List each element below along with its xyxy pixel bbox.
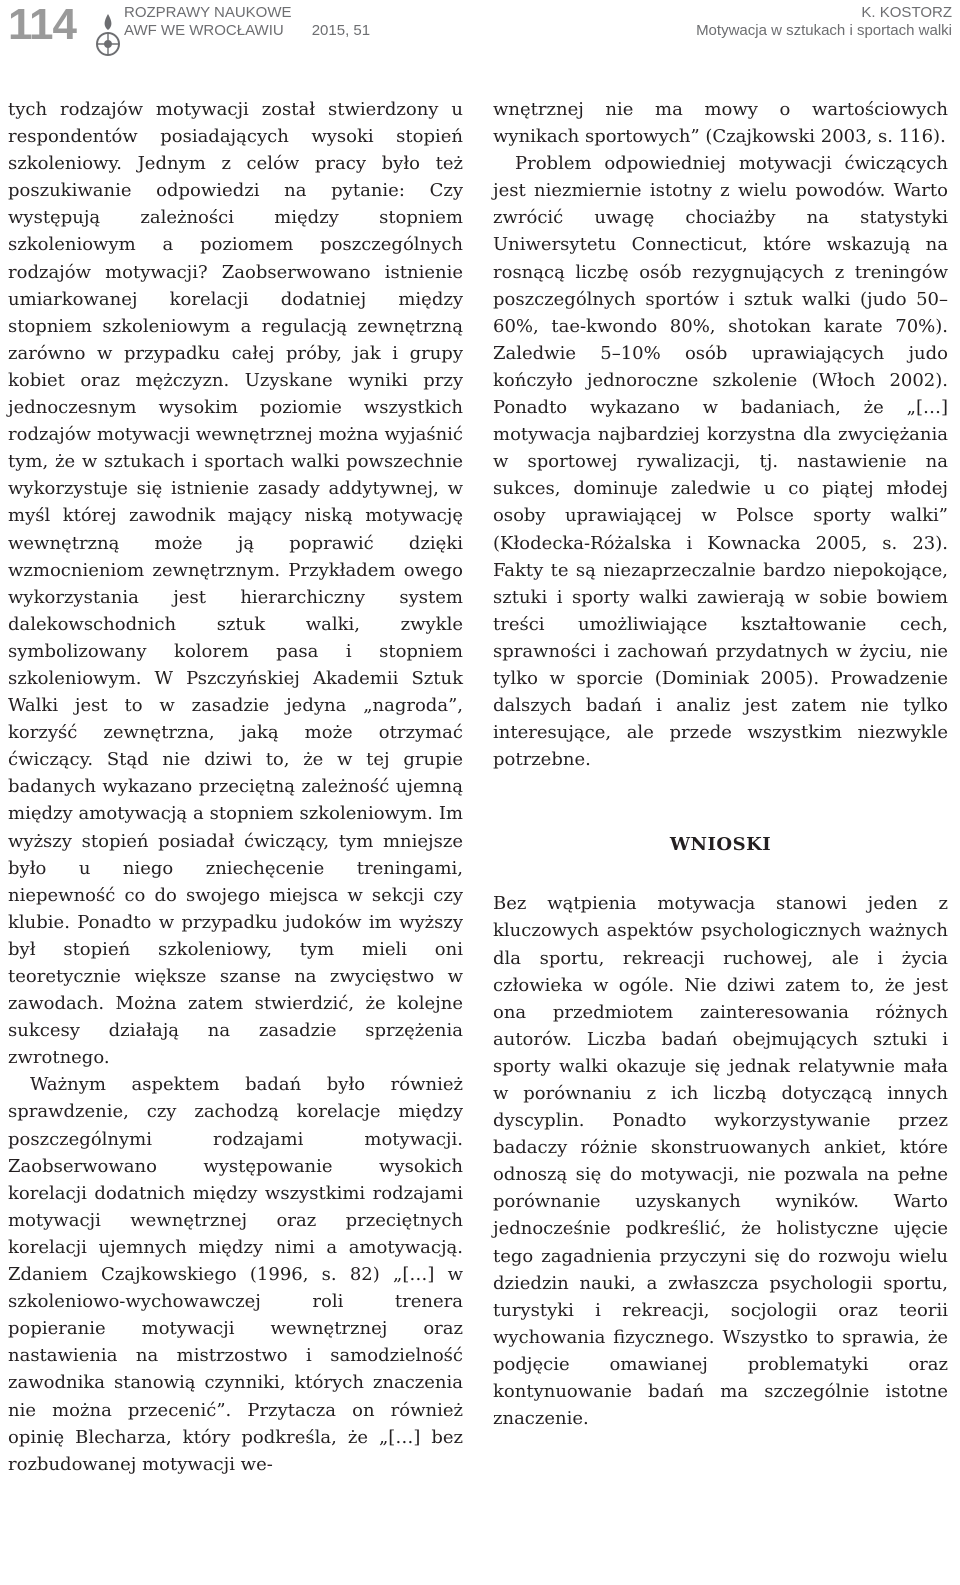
article-info [696,4,952,40]
left-paragraph-1: tych rodzajów motywacji został stwierdzony u respondentów posiadających wysoki stopień szkoleniowy. Jednym z celów pracy było też poszukiwanie odpowiedzi na pytanie: Czy występują zależności między stopniem szkoleniowym a poziomem poszczególnych rodzajów motywacji? Zaobserwowano istnienie umiarkowanej korelacji dodatniej między stopniem szkoleniowym a regulacją zewnętrzną zarówno w przypadku całej próby, jak i grupy kobiet oraz mężczyzn. Uzyskane wyniki przy jednoczesnym wysokim poziomie wszystkich rodzajów motywacji wewnętrznej można wyjaśnić tym, że w sztukach i sportach walki powszechnie wykorzystuje się istnienie zasady addytywnej, w myśl której zawodnik mający niską motywację wewnętrzną może ją poprawić dzięki wzmocnieniom zewnętrznym. Przykładem owego wykorzystania jest hierarchiczny system dalekowschodnich sztuk walki, zwykle symbolizowany kolorem pasa i stopniem szkoleniowym. W Pszczyńskiej Akademii Sztuk Walki jest to w zasadzie jedyna „nagroda”, korzyść zewnętrzna, jaką może otrzymać ćwiczący. Stąd nie dziwi to, że w tej grupie badanych wykazano przeciętną zależność ujemną między amotywacją a stopniem szkoleniowym. Im wyższy stopień posiadał ćwiczący, tym mniejsze było u niego zniechęcenie treningami, niepewność co do swojego miejsca w sekcji czy klubie. Ponadto w przypadku judoków im wyższy był stopień szkoleniowy, tym mieli oni teoretycznie większe szanse na zwycięstwo w zawodach. Można zatem stwierdzić, że kolejne sukcesy działają na zasadzie sprzężenia zwrotnego. [8,99,463,1069]
journal-name-line2: AWF WE WROCŁAWIU [124,22,284,39]
page-number: 114 [8,0,76,49]
journal-year-issue: 2015, 51 [311,22,371,39]
conclusions-paragraph: Bez wątpienia motywacja stanowi jeden z kluczowych aspektów psychologicznych ważnych dla sportu, rekreacji ruchowej, ale i życia człowieka w ogóle. Nie dziwi zatem to, że jest ona przedmiotem zainteresowania różnych autorów. Liczba badań obejmujących sztuki i sporty walki okazuje się jednak relatywnie mała w porównaniu z ich liczbą dotyczącą innych dyscyplin. Ponadto wykorzystywanie przez badaczy różnie skonstruowanych ankiet, które odnoszą się do motywacji, nie pozwala na pełne porównanie uzyskanych wyników. Warto jednocześnie podkreślić, że holistyczne ujęcie tego zagadnienia przyczyni się do rozwoju wielu dziedzin nauki, a zwłaszcza psychologii sportu, turystyki i rekreacji, socjologii oraz teorii wychowania fizycznego. Wszystko to sprawia, że podjęcie omawianej problematyki oraz kontynuowanie badań ma szczególnie istotne znaczenie. [493,893,948,1430]
section-heading-conclusions: WNIOSKI [669,834,772,856]
running-title: Motywacja w sztukach i sportach walki [696,22,952,39]
university-logo-icon [95,12,121,58]
journal-name-line1: ROZPRAWY NAUKOWE [124,4,292,21]
left-paragraph-2: Ważnym aspektem badań było również sprawdzenie, czy zachodzą korelacje między poszczególnymi rodzajami motywacji. Zaobserwowano występowanie wysokich korelacji dodatnich między wszystkimi rodzajami motywacji wewnętrznej oraz przeciętnych korelacji ujemnych między nimi a amotywacją. Zdaniem Czajkowskiego (1996, s. 82) „[…] w szkoleniowo-wychowawczej roli trenera popieranie motywacji wewnętrznej oraz nastawienia na mistrzostwo i samodzielność zawodnika stanowią czynniki, których znaczenia nie można przecenić”. Przytacza on również opinię Blecharza, który podkreśla, że „[…] bez rozbudowanej motywacji we- [8,1074,463,1475]
right-paragraph-1: wnętrznej nie ma mowy o wartościowych wynikach sportowych” (Czajkowski 2003, s. 116). [493,99,948,148]
journal-info [124,4,370,40]
author-name: K. KOSTORZ [861,4,952,21]
left-column [8,96,463,1478]
right-paragraph-2: Problem odpowiedniej motywacji ćwiczących jest niezmiernie istotny z wielu powodów. Warto zwrócić uwagę chociażby na statystyki Uniwersytetu Connecticut, które wskazują na rosnącą liczbę osób rezygnujących z treningów poszczególnych sportów i sztuk walki (judo 50–60%, tae-kwondo 80%, shotokan karate 70%). Zaledwie 5–10% osób uprawiających judo kończyło jednoroczne szkolenie (Włoch 2002). Ponadto wykazano w badaniach, że „[…] motywacja najbardziej korzystna dla zwyciężania w sportowej rywalizacji, tj. nastawienie na sukces, dominuje zaledwie u co piątej młodej osoby uprawiającej w Polsce sporty walki” (Kłodecka-Różalska i Kownacka 2005, s. 23). Fakty te są niezaprzeczalnie bardzo niepokojące, sztuki i sporty walki zawierają w sobie bowiem treści umożliwiające kształtowanie cech, sprawności i zachowań przydatnych w życiu, nie tylko w sporcie (Dominiak 2005). Prowadzenie dalszych badań i analiz jest zatem nie tylko interesujące, ale przede wszystkim niezwykle potrzebne. [493,153,948,771]
right-column [493,96,948,1432]
running-header [0,0,960,62]
